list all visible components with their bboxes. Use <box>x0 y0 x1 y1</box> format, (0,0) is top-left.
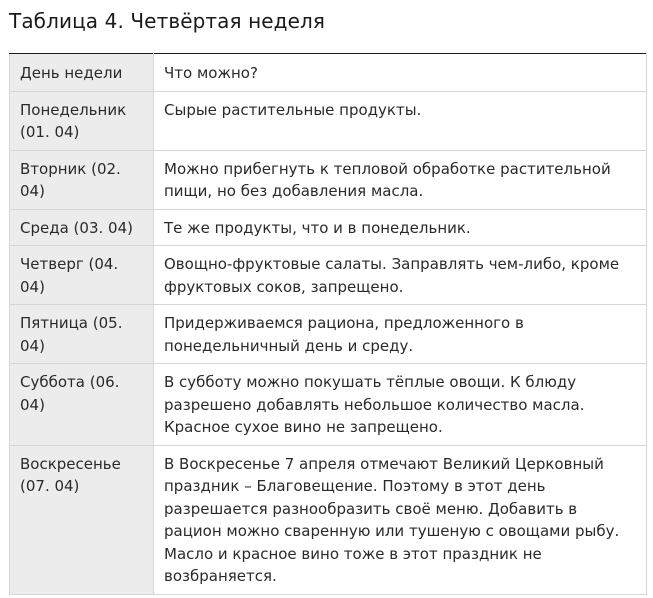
desc-cell: Те же продукты, что и в понедельник. <box>154 209 647 246</box>
desc-cell: В Воскресенье 7 апреля отмечают Великий Церковный праздник – Благовещение. Поэтому в этот день разрешается разнообразить своё меню. Добавить в рацион можно сваренную или тушеную с овощами рыбу. Масло и красное вино тоже в этот праздник не возбраняется. <box>154 445 647 594</box>
desc-cell: Можно прибегнуть к тепловой обработке растительной пищи, но без добавления масла. <box>154 150 647 209</box>
table-row <box>10 91 647 150</box>
table-row <box>10 209 647 246</box>
table-row <box>10 246 647 305</box>
day-cell: Вторник (02. 04) <box>10 150 154 209</box>
day-cell: Воскресенье (07. 04) <box>10 445 154 594</box>
desc-cell: Придерживаемся рациона, предложенного в понедельничный день и среду. <box>154 305 647 364</box>
day-cell: Пятница (05. 04) <box>10 305 154 364</box>
table-row <box>10 364 647 446</box>
day-cell: Среда (03. 04) <box>10 209 154 246</box>
table-row <box>10 305 647 364</box>
day-cell: Четверг (04. 04) <box>10 246 154 305</box>
table-row <box>10 150 647 209</box>
page-title: Таблица 4. Четвёртая неделя <box>9 9 326 33</box>
desc-cell: Овощно-фруктовые салаты. Заправлять чем-либо, кроме фруктовых соков, запрещено. <box>154 246 647 305</box>
day-cell: Суббота (06. 04) <box>10 364 154 446</box>
header-desc-cell: Что можно? <box>154 54 647 92</box>
table-row <box>10 445 647 594</box>
desc-cell: В субботу можно покушать тёплые овощи. К блюду разрешено добавлять небольшое количество масла. Красное сухое вино не запрещено. <box>154 364 647 446</box>
schedule-table <box>9 53 647 595</box>
header-day-cell: День недели <box>10 54 154 92</box>
desc-cell: Сырые растительные продукты. <box>154 91 647 150</box>
table-header-row <box>10 54 647 92</box>
day-cell: Понедельник (01. 04) <box>10 91 154 150</box>
